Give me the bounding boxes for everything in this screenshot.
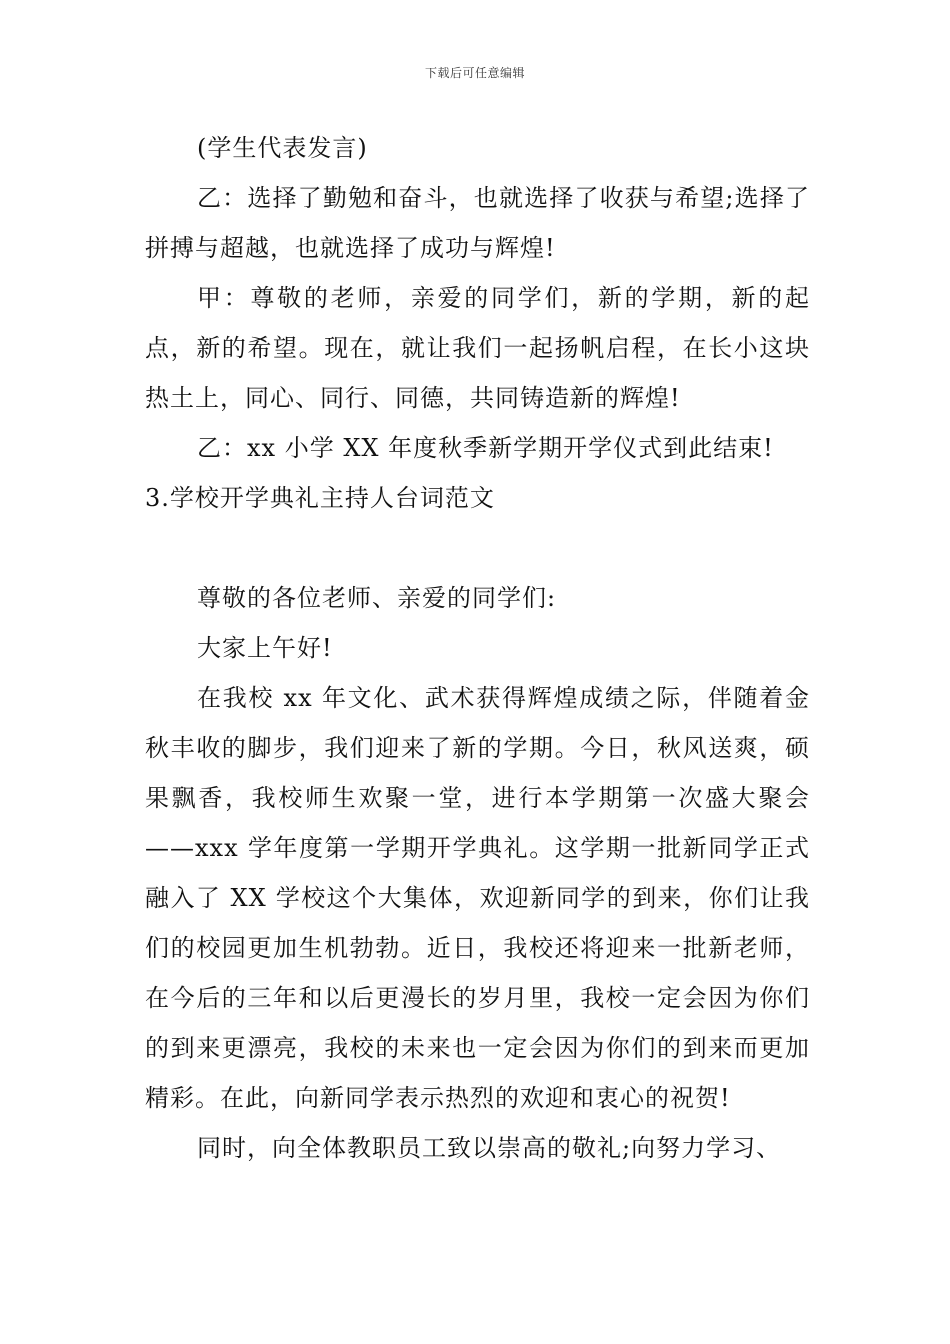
spacer <box>145 523 810 573</box>
document-body <box>145 123 810 1173</box>
paragraph-student-speech-note: (学生代表发言) <box>197 134 368 162</box>
paragraph-yi-1: 乙：选择了勤勉和奋斗，也就选择了收获与希望;选择了拼搏与超越，也就选择了成功与辉煌! <box>145 184 810 262</box>
paragraph-continued: 同时，向全体教职员工致以崇高的敬礼;向努力学习、 <box>197 1134 782 1162</box>
paragraph-salutation: 尊敬的各位老师、亲爱的同学们: <box>197 584 557 612</box>
paragraph-jia: 甲：尊敬的老师，亲爱的同学们，新的学期，新的起点，新的希望。现在，就让我们一起扬帆启程，在长小这块热土上，同心、同行、同德，共同铸造新的辉煌! <box>145 284 810 412</box>
section-heading: 3.学校开学典礼主持人台词范文 <box>145 484 495 512</box>
paragraph-yi-2: 乙：xx 小学 XX 年度秋季新学期开学仪式到此结束! <box>197 434 774 462</box>
paragraph-greeting: 大家上午好! <box>197 634 333 662</box>
page-header-note: 下载后可任意编辑 <box>424 66 525 80</box>
paragraph-main-speech: 在我校 xx 年文化、武术获得辉煌成绩之际，伴随着金秋丰收的脚步，我们迎来了新的学期。今日，秋风送爽，硕果飘香，我校师生欢聚一堂，进行本学期第一次盛大聚会——xxx 学年度第一学期开学典礼。这学期一批新同学正式融入了 XX 学校这个大集体，欢迎新同学的到来，你们让我们的校园更加生机勃勃。近日，我校还将迎来一批新老师，在今后的三年和以后更漫长的岁月里，我校一定会因为你们的到来更漂亮，我校的未来也一定会因为你们的到来而更加精彩。在此，向新同学表示热烈的欢迎和衷心的祝贺! <box>145 684 810 1112</box>
